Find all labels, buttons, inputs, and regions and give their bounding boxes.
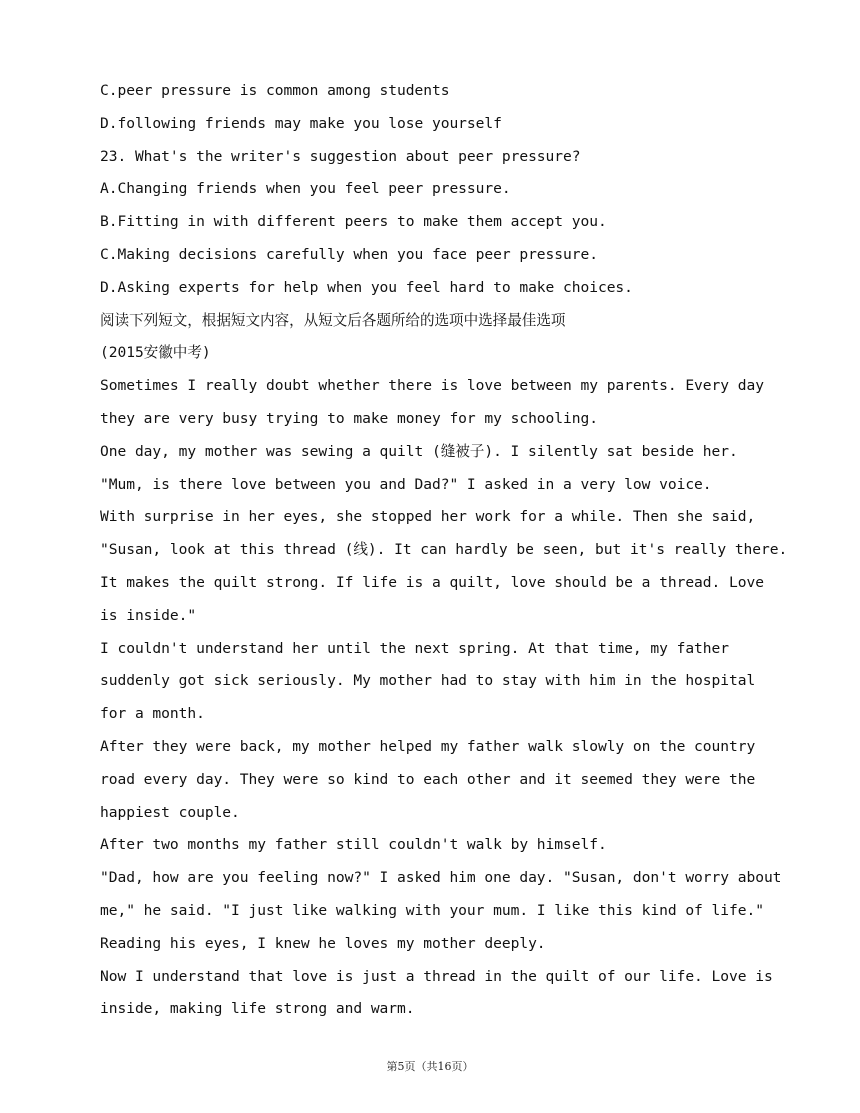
- section-source: (2015安徽中考): [100, 344, 211, 362]
- passage-line: "Dad, how are you feeling now?" I asked him one day. "Susan, don't worry about: [100, 869, 782, 887]
- passage-line: It makes the quilt strong. If life is a quilt, love should be a thread. Love: [100, 573, 764, 591]
- passage-line: suddenly got sick seriously. My mother had to stay with him in the hospital: [100, 672, 756, 690]
- option-d-line: D.Asking experts for help when you feel hard to make choices.: [100, 278, 633, 296]
- option-c-line: C.Making decisions carefully when you face peer pressure.: [100, 245, 598, 263]
- option-c-line: C.peer pressure is common among students: [100, 82, 450, 99]
- passage-line: After two months my father still couldn't walk by himself.: [100, 836, 607, 854]
- passage-line: is inside.": [100, 606, 197, 624]
- page-number-footer: 第5页（共16页）: [386, 1060, 474, 1073]
- passage-line: they are very busy trying to make money for my schooling.: [100, 409, 598, 427]
- passage-line: "Susan, look at this thread (线). It can hardly be seen, but it's really there.: [100, 541, 788, 559]
- passage-line: road every day. They were so kind to each other and it seemed they were the: [100, 770, 756, 788]
- passage-line: Sometimes I really doubt whether there is love between my parents. Every day: [100, 377, 764, 395]
- option-b-line: B.Fitting in with different peers to make them accept you.: [100, 213, 607, 231]
- passage-line: After they were back, my mother helped my father walk slowly on the country: [100, 737, 756, 755]
- passage-line: happiest couple.: [100, 803, 240, 821]
- passage-line: One day, my mother was sewing a quilt (缝被子). I silently sat beside her.: [100, 442, 738, 460]
- passage-line: Now I understand that love is just a thread in the quilt of our life. Love is: [100, 967, 773, 985]
- passage-line: I couldn't understand her until the next spring. At that time, my father: [100, 639, 730, 657]
- section-instruction: 阅读下列短文，根据短文内容，从短文后各题所给的选项中选择最佳选项: [100, 311, 566, 329]
- option-a-line: A.Changing friends when you feel peer pressure.: [100, 180, 511, 198]
- passage-line: for a month.: [100, 705, 205, 723]
- page-content: [100, 79, 800, 1030]
- passage-line: inside, making life strong and warm.: [100, 1000, 415, 1018]
- question-23: 23. What's the writer's suggestion about peer pressure?: [100, 147, 581, 165]
- passage-line: me," he said. "I just like walking with your mum. I like this kind of life.": [100, 901, 764, 919]
- passage-line: With surprise in her eyes, she stopped her work for a while. Then she said,: [100, 508, 756, 526]
- passage-line: "Mum, is there love between you and Dad?" I asked in a very low voice.: [100, 475, 712, 493]
- passage-line: Reading his eyes, I knew he loves my mother deeply.: [100, 934, 546, 952]
- option-d-line: D.following friends may make you lose yourself: [100, 114, 502, 132]
